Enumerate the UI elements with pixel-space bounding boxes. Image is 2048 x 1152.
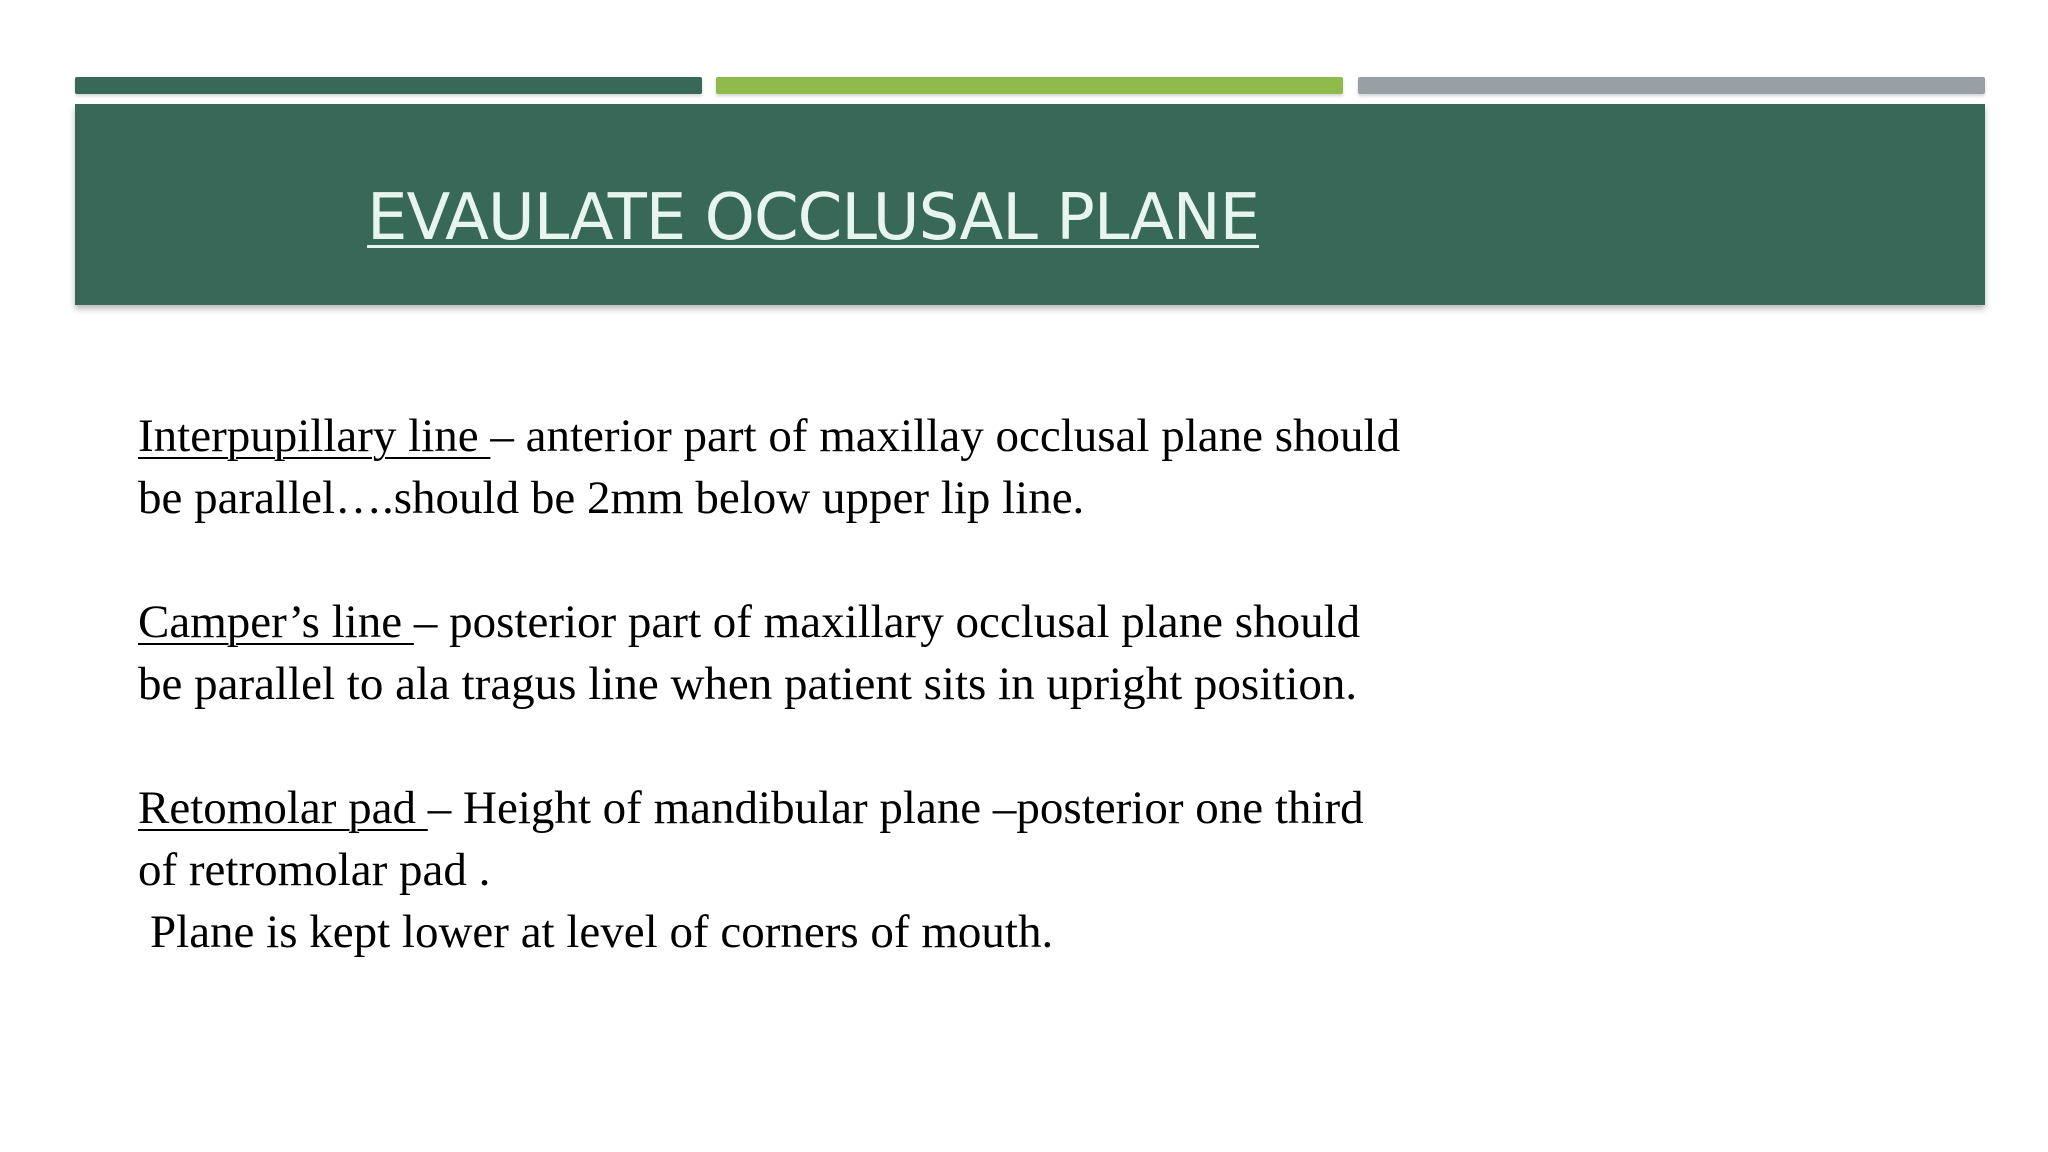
paragraph-text: of retromolar pad . [138,844,491,896]
paragraph-text: – posterior part of maxillary occlusal plane should [413,596,1361,648]
title-band [75,104,1985,305]
paragraph-text: – anterior part of maxillay occlusal plane should [490,410,1401,462]
paragraph-retromolar-pad [138,777,1638,963]
accent-bar-gray [1358,77,1985,94]
slide-body [138,405,1638,963]
paragraph-interpupillary-line [138,405,1638,529]
accent-bar-dark-green [75,77,702,94]
paragraph-text: be parallel to ala tragus line when patient sits in upright position. [138,658,1358,710]
term-label: Retomolar pad [138,782,428,834]
slide-title: EVAULATE OCCLUSAL PLANE [367,181,1260,255]
paragraph-text: be parallel….should be 2mm below upper lip line. [138,472,1085,524]
paragraph-text: Plane is kept lower at level of corners of mouth. [150,906,1054,958]
term-label: Interpupillary line [138,410,491,462]
accent-bar-light-green [716,77,1343,94]
term-label: Camper’s line [138,596,414,648]
paragraph-text: – Height of mandibular plane –posterior one third [427,782,1364,834]
paragraph-campers-line [138,591,1638,715]
